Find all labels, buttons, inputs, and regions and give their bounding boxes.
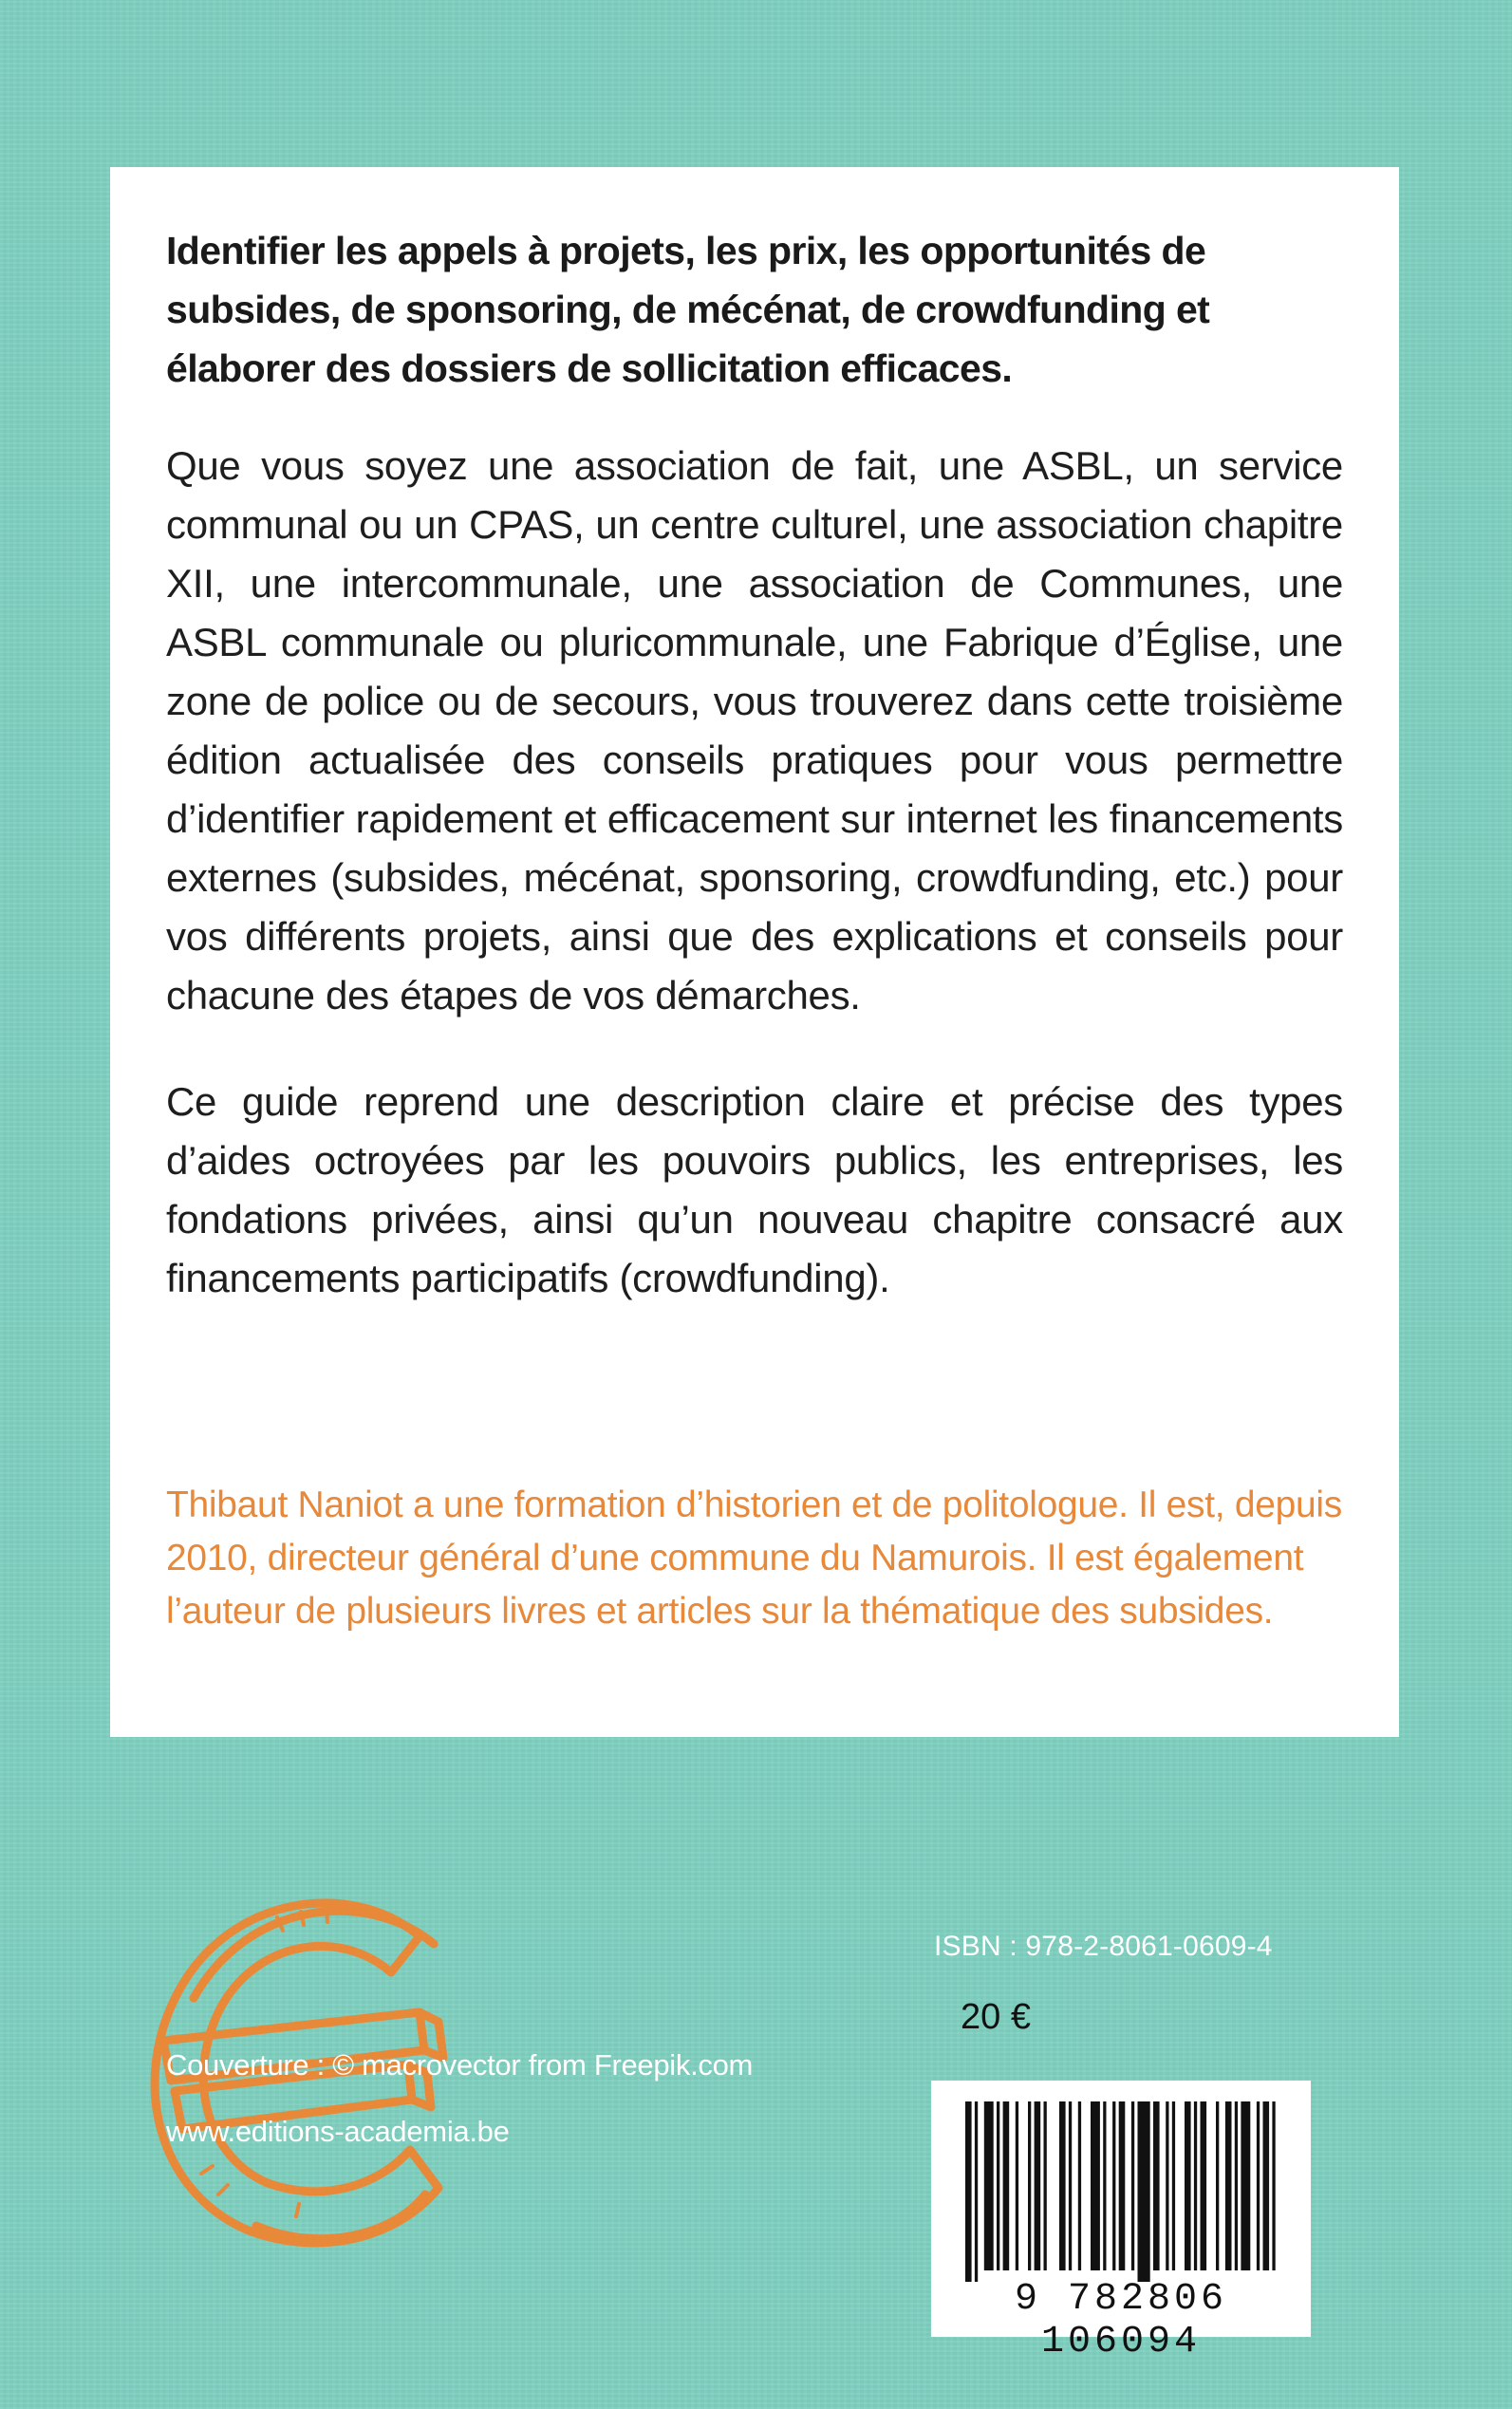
barcode-bar: [1112, 2101, 1115, 2270]
barcode: [931, 2081, 1311, 2363]
barcode-bar: [1059, 2101, 1066, 2270]
barcode-bar: [984, 2101, 994, 2270]
barcode-bar: [1044, 2101, 1047, 2270]
barcode-bar: [1235, 2101, 1238, 2270]
barcode-bar: [1138, 2101, 1150, 2282]
intro-heading: Identifier les appels à projets, les prix, les opportunités de subsides, de sponsoring, de mécénat, de crowdfunding et élaborer des dossiers de sollicitation efficaces.: [166, 229, 1210, 390]
barcode-bar: [1241, 2101, 1250, 2270]
price-label: 20 €: [961, 1997, 1031, 2037]
barcode-bar: [1035, 2101, 1041, 2270]
barcode-bar: [1225, 2101, 1232, 2270]
barcode-bar: [1091, 2101, 1100, 2270]
barcode-bar: [1166, 2101, 1168, 2270]
publisher-website-link[interactable]: www.editions-academia.be: [166, 2115, 510, 2148]
isbn-text: ISBN : 978-2-8061-0609-4: [934, 1931, 1273, 1962]
barcode-bar: [1028, 2101, 1031, 2270]
barcode-bar: [965, 2101, 972, 2282]
author-bio: Thibaut Naniot a une formation d’historien et de politologue. Il est, depuis 2010, directeur général d’une commune du Namurois. Il est également l’auteur de plusieurs livres et articles sur la thématique des subsides.: [166, 1485, 1342, 1632]
barcode-bar: [1119, 2101, 1126, 2270]
description-paragraph-1: Que vous soyez une association de fait, une ASBL, un service communal ou un CPAS, un centre culturel, une association chapitre XII, une intercommunale, une association de Communes, une ASBL communale ou pluricommunale, une Fabrique d’Église, une zone de police ou de secours, vous trouverez dans cette troisième édition actualisée des conseils pratiques pour vous permettre d’identifier rapidement et efficacement sur internet les financements externes (subsides, mécénat, sponsoring, crowdfunding, etc.) pour vos différents projets, ainsi que des explications et conseils pour chacune des étapes de vos démarches.: [166, 443, 1343, 1018]
barcode-bar: [1257, 2101, 1260, 2270]
barcode-bar: [1131, 2101, 1134, 2270]
barcode-bar: [1172, 2101, 1175, 2270]
barcode-bar: [1272, 2101, 1275, 2270]
barcode-bar: [1153, 2101, 1160, 2270]
barcode-bar: [1069, 2101, 1072, 2270]
barcode-bar: [1016, 2101, 1018, 2270]
cover-credit: Couverture : © macrovector from Freepik.com: [166, 2048, 754, 2082]
barcode-bar: [975, 2101, 978, 2282]
barcode-number: 9 782806 106094: [1014, 2278, 1228, 2363]
barcode-bar: [1263, 2101, 1270, 2270]
barcode-bar: [1078, 2101, 1081, 2270]
barcode-bar: [1194, 2101, 1197, 2270]
barcode-bar: [1003, 2101, 1010, 2270]
barcode-bar: [1185, 2101, 1191, 2270]
barcode-bar: [997, 2101, 999, 2270]
description-paragraph-2: Ce guide reprend une description claire et précise des types d’aides octroyées par les pouvoirs publics, les entreprises, les fondations privées, ainsi qu’un nouveau chapitre consacré aux financements participatifs (crowdfunding).: [166, 1079, 1343, 1300]
barcode-bar: [1103, 2101, 1106, 2270]
barcode-bar: [1216, 2101, 1219, 2270]
barcode-bar: [1201, 2101, 1207, 2270]
